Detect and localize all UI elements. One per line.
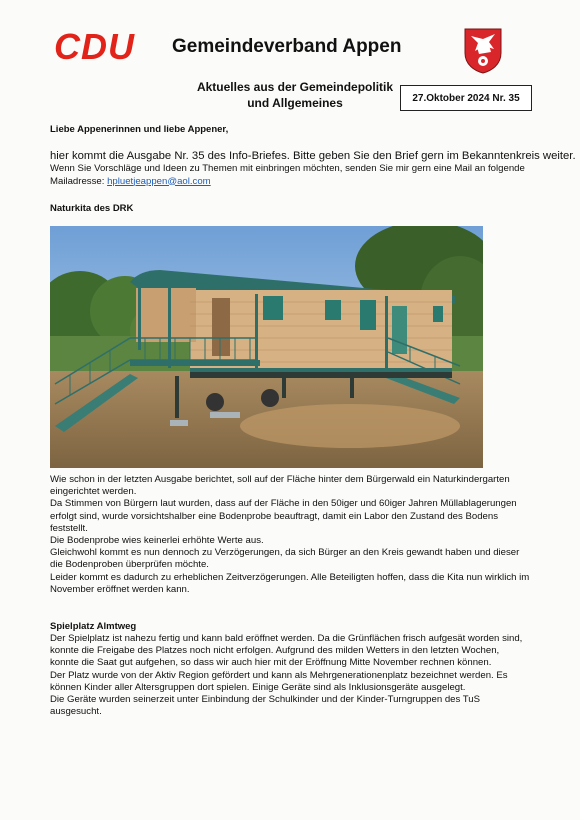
intro-line: hier kommt die Ausgabe Nr. 35 des Info-Briefes. Bitte geben Sie den Brief gern im Bekanntenkreis weiter.	[50, 150, 576, 162]
paragraph: Der Platz wurde von der Aktiv Region gefördert und kann als Mehrgenerationenplatz bezeichnet werden. Es können Kinder aller Altersgruppen dort spielen. Einige Geräte sind als Inklusionsgeräte ausgelegt.	[50, 669, 508, 693]
paragraph: Da Stimmen von Bürgern laut wurden, dass auf der Fläche in den 50iger und 60iger Jahren Müllablagerungen erfolgt sind, wurde vorsichtshalber eine Bodenprobe beauftragt, damit ein Labor den Zustand des Bodens feststellt.	[50, 498, 517, 534]
newsletter-subtitle	[180, 79, 410, 111]
intro-contact	[50, 163, 530, 188]
intro-contact-text: Wenn Sie Vorschläge und Ideen zu Themen mit einbringen möchten, senden Sie mir gern eine Mail an folgende Mailadresse:	[50, 163, 525, 187]
coat-of-arms-icon	[463, 27, 503, 74]
paragraph: Die Geräte wurden seinerzeit unter Einbindung der Schulkinder und der Kinder-Turngruppen des TuS ausgesucht.	[50, 694, 481, 718]
section-heading-spielplatz: Spielplatz Almtweg	[50, 621, 137, 632]
naturkita-text	[50, 474, 530, 596]
organization-title: Gemeindeverband Appen	[172, 36, 402, 57]
naturkita-photo	[50, 226, 483, 468]
subtitle-line-2: und Allgemeines	[247, 96, 343, 110]
greeting: Liebe Appenerinnen und liebe Appener,	[50, 124, 229, 135]
subtitle-line-1: Aktuelles aus der Gemeindepolitik	[196, 80, 394, 94]
issue-date-box: 27.Oktober 2024 Nr. 35	[400, 85, 532, 111]
spielplatz-text	[50, 633, 530, 718]
section-heading-naturkita: Naturkita des DRK	[50, 203, 134, 214]
paragraph: Leider kommt es dadurch zu erheblichen Zeitverzögerungen. Alle Beteiligten hoffen, dass die Kita nun wirklich im November eröffnet werden kann.	[50, 571, 530, 595]
paragraph: Die Bodenprobe wies keinerlei erhöhte Werte aus.	[50, 535, 264, 547]
email-link[interactable]: hpluetjeappen@aol.com	[107, 175, 211, 187]
paragraph: Der Spielplatz ist nahezu fertig und kann bald eröffnet werden. Da die Grünflächen frisch aufgesät worden sind, konnte die Freigabe des Platzes noch nicht erfolgen. Aufgrund des milden Wetters in den letzten Wochen, konnte die Saat gut aufgehen, so dass wir auch hier mit der Eröffnung Mitte November rechnen können.	[50, 633, 523, 669]
party-logo: CDU	[54, 26, 135, 67]
paragraph: Gleichwohl kommt es nun dennoch zu Verzögerungen, da sich Bürger an den Kreis gewandt haben und dieser die Bodenproben überprüfen möchte.	[50, 547, 520, 571]
paragraph: Wie schon in der letzten Ausgabe berichtet, soll auf der Fläche hinter dem Bürgerwald ein Naturkindergarten eingerichtet werden.	[50, 474, 510, 498]
